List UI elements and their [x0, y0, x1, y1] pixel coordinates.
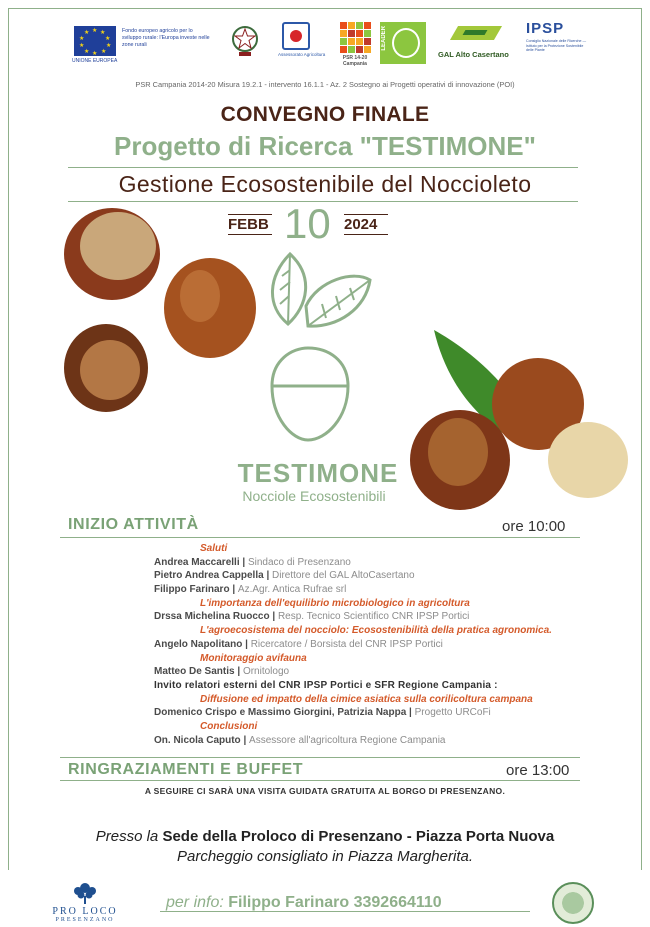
section-rule [60, 757, 580, 758]
speaker-role: Resp. Tecnico Scientifico CNR IPSP Portici [277, 611, 470, 623]
speaker-role: Ricercatore / Borsista del CNR IPSP Portici [250, 638, 443, 650]
program-topic: Diffusione ed impatto della cimice asiatica sulla corilicoltura campana [200, 693, 533, 705]
speaker-role: Ornitologo [242, 666, 290, 678]
leader-leaf-icon [392, 28, 420, 58]
date-rule [344, 234, 388, 235]
section-start-title: INIZIO ATTIVITÀ [68, 516, 199, 533]
eu-fund-text: Fondo europeo agricolo per lo sviluppo rurale: l'Europa investe nelle zone rurali [122, 28, 210, 48]
separator: | [269, 611, 278, 623]
separator: | [263, 570, 273, 582]
regione-shield-icon [282, 22, 310, 50]
speaker-role: Assessore all'agricoltura Regione Campania [249, 734, 446, 746]
gal-mark-icon [454, 24, 498, 42]
proloco-tree-icon [70, 882, 100, 904]
program-topic: Conclusioni [200, 720, 258, 732]
funding-line: PSR Campania 2014-20 Misura 19.2.1 - intervento 16.1.1 - Az. 2 Sostegno ai Progetti operativi di innovazione (POI) [135, 80, 515, 89]
program-topic: Monitoraggio avifauna [200, 652, 307, 664]
program-speaker [154, 569, 624, 583]
convegno-title: CONVEGNO FINALE [220, 103, 430, 126]
progetto-title: Progetto di Ricerca "TESTIMONE" [114, 131, 536, 161]
leader-logo [380, 22, 426, 64]
info-line [166, 894, 442, 912]
speaker-name: Matteo De Santis [154, 666, 235, 678]
testimone-leaf-logo-icon [258, 246, 378, 446]
program-topic: L'agroecosistema del nocciolo: Ecosostenibilità della pratica agronomica. [200, 625, 552, 637]
speaker-role: Sindaco di Presenzano [247, 556, 351, 568]
info-label: per info: [166, 894, 224, 911]
section-end-time: ore 13:00 [506, 762, 570, 779]
separator: | [406, 707, 415, 719]
program-speaker [154, 638, 624, 652]
leader-label: LEADER [381, 26, 387, 51]
parking-note: Parcheggio consigliato in Piazza Margherita. [177, 848, 473, 865]
visita-note: A SEGUIRE CI SARÀ UNA VISITA GUIDATA GRATUITA AL BORGO DI PRESENZANO. [144, 786, 506, 796]
title-rule [68, 167, 578, 168]
separator: | [234, 666, 243, 678]
speaker-name: Pietro Andrea Cappella [154, 570, 264, 582]
speaker-role: Progetto URCoFi [414, 707, 491, 719]
separator: | [242, 638, 251, 650]
section-rule [60, 537, 580, 538]
regione-campania-logo [278, 22, 326, 68]
hazelnuts-right-image [410, 330, 630, 520]
program-speaker [154, 706, 624, 720]
psr-mosaic-icon [340, 22, 370, 53]
psr-logo [340, 22, 370, 68]
separator: | [240, 734, 250, 746]
proloco-sub: PRESENZANO [55, 917, 115, 923]
program-speaker [154, 610, 624, 624]
circular-seal-icon [552, 882, 594, 924]
hazelnut-icon [64, 324, 148, 412]
program-topic: Saluti [200, 543, 228, 554]
program-speaker [154, 734, 624, 748]
hazelnut-icon [164, 258, 256, 358]
date-month: FEBB [228, 216, 269, 233]
program-speaker [154, 665, 624, 679]
program-list [154, 542, 624, 747]
section-end-title: RINGRAZIAMENTI E BUFFET [68, 761, 304, 778]
speaker-name: Domenico Crispo e Massimo Giorgini, Patrizia Nappa [154, 707, 407, 719]
hazelnut-icon [64, 208, 160, 300]
eu-label: UNIONE EUROPEA [72, 58, 118, 64]
ipsp-logo [526, 20, 590, 70]
speaker-role: Direttore del GAL AltoCasertano [272, 570, 415, 582]
section-rule [60, 780, 580, 781]
regione-label: Assessorato Agricoltura [278, 52, 326, 57]
date-rule [344, 214, 388, 215]
gal-logo [438, 24, 518, 64]
separator: | [239, 556, 248, 568]
venue-place: Sede della Proloco di Presenzano - Piazza Porta Nuova [162, 828, 555, 845]
program-topic: L'importanza dell'equilibrio microbiologico in agricoltura [200, 597, 470, 609]
ipsp-sub: Consiglio Nazionale delle Ricerche — Istituto per la Protezione Sostenibile delle Piante [526, 39, 587, 53]
brand-tagline: Nocciole Ecosostenibili [242, 488, 386, 504]
date-day: 10 [284, 200, 331, 247]
info-contact: Filippo Farinaro 3392664110 [228, 894, 442, 911]
proloco-logo [40, 882, 130, 926]
speaker-name: Andrea Maccarelli [154, 556, 240, 568]
venue-line [0, 828, 650, 845]
venue-prefix: Presso la [95, 828, 159, 845]
psr-label: PSR 14-20 Campania [342, 55, 368, 67]
italian-republic-emblem-icon [230, 24, 260, 58]
logo-strip [70, 20, 590, 70]
separator: | [229, 584, 238, 596]
eu-flag-icon: ★ ★ ★ ★ ★ ★ ★ ★ ★ ★ [74, 26, 116, 56]
section-start-time: ore 10:00 [502, 518, 566, 535]
speaker-name: On. Nicola Caputo [154, 734, 241, 746]
program-speaker [154, 556, 624, 570]
speaker-name: Drssa Michelina Ruocco [154, 611, 270, 623]
gestione-title: Gestione Ecosostenibile del Noccioleto [118, 171, 532, 197]
speaker-role: Az.Agr. Antica Rufrae srl [237, 584, 347, 596]
hazelnut-kernel-icon [548, 422, 628, 498]
ipsp-label: IPSP [526, 20, 565, 37]
proloco-label: PRO LOCO [52, 906, 118, 917]
program-speaker [154, 583, 624, 597]
date-year: 2024 [344, 216, 378, 233]
gal-label: GAL Alto Casertano [438, 50, 509, 59]
hazelnuts-left-image [60, 200, 260, 420]
speaker-name: Angelo Napolitano [154, 638, 243, 650]
speaker-name: Filippo Farinaro [154, 584, 230, 596]
program-invite: Invito relatori esterni del CNR IPSP Portici e SFR Regione Campania : [154, 679, 498, 691]
brand-name: TESTIMONE [237, 458, 399, 488]
